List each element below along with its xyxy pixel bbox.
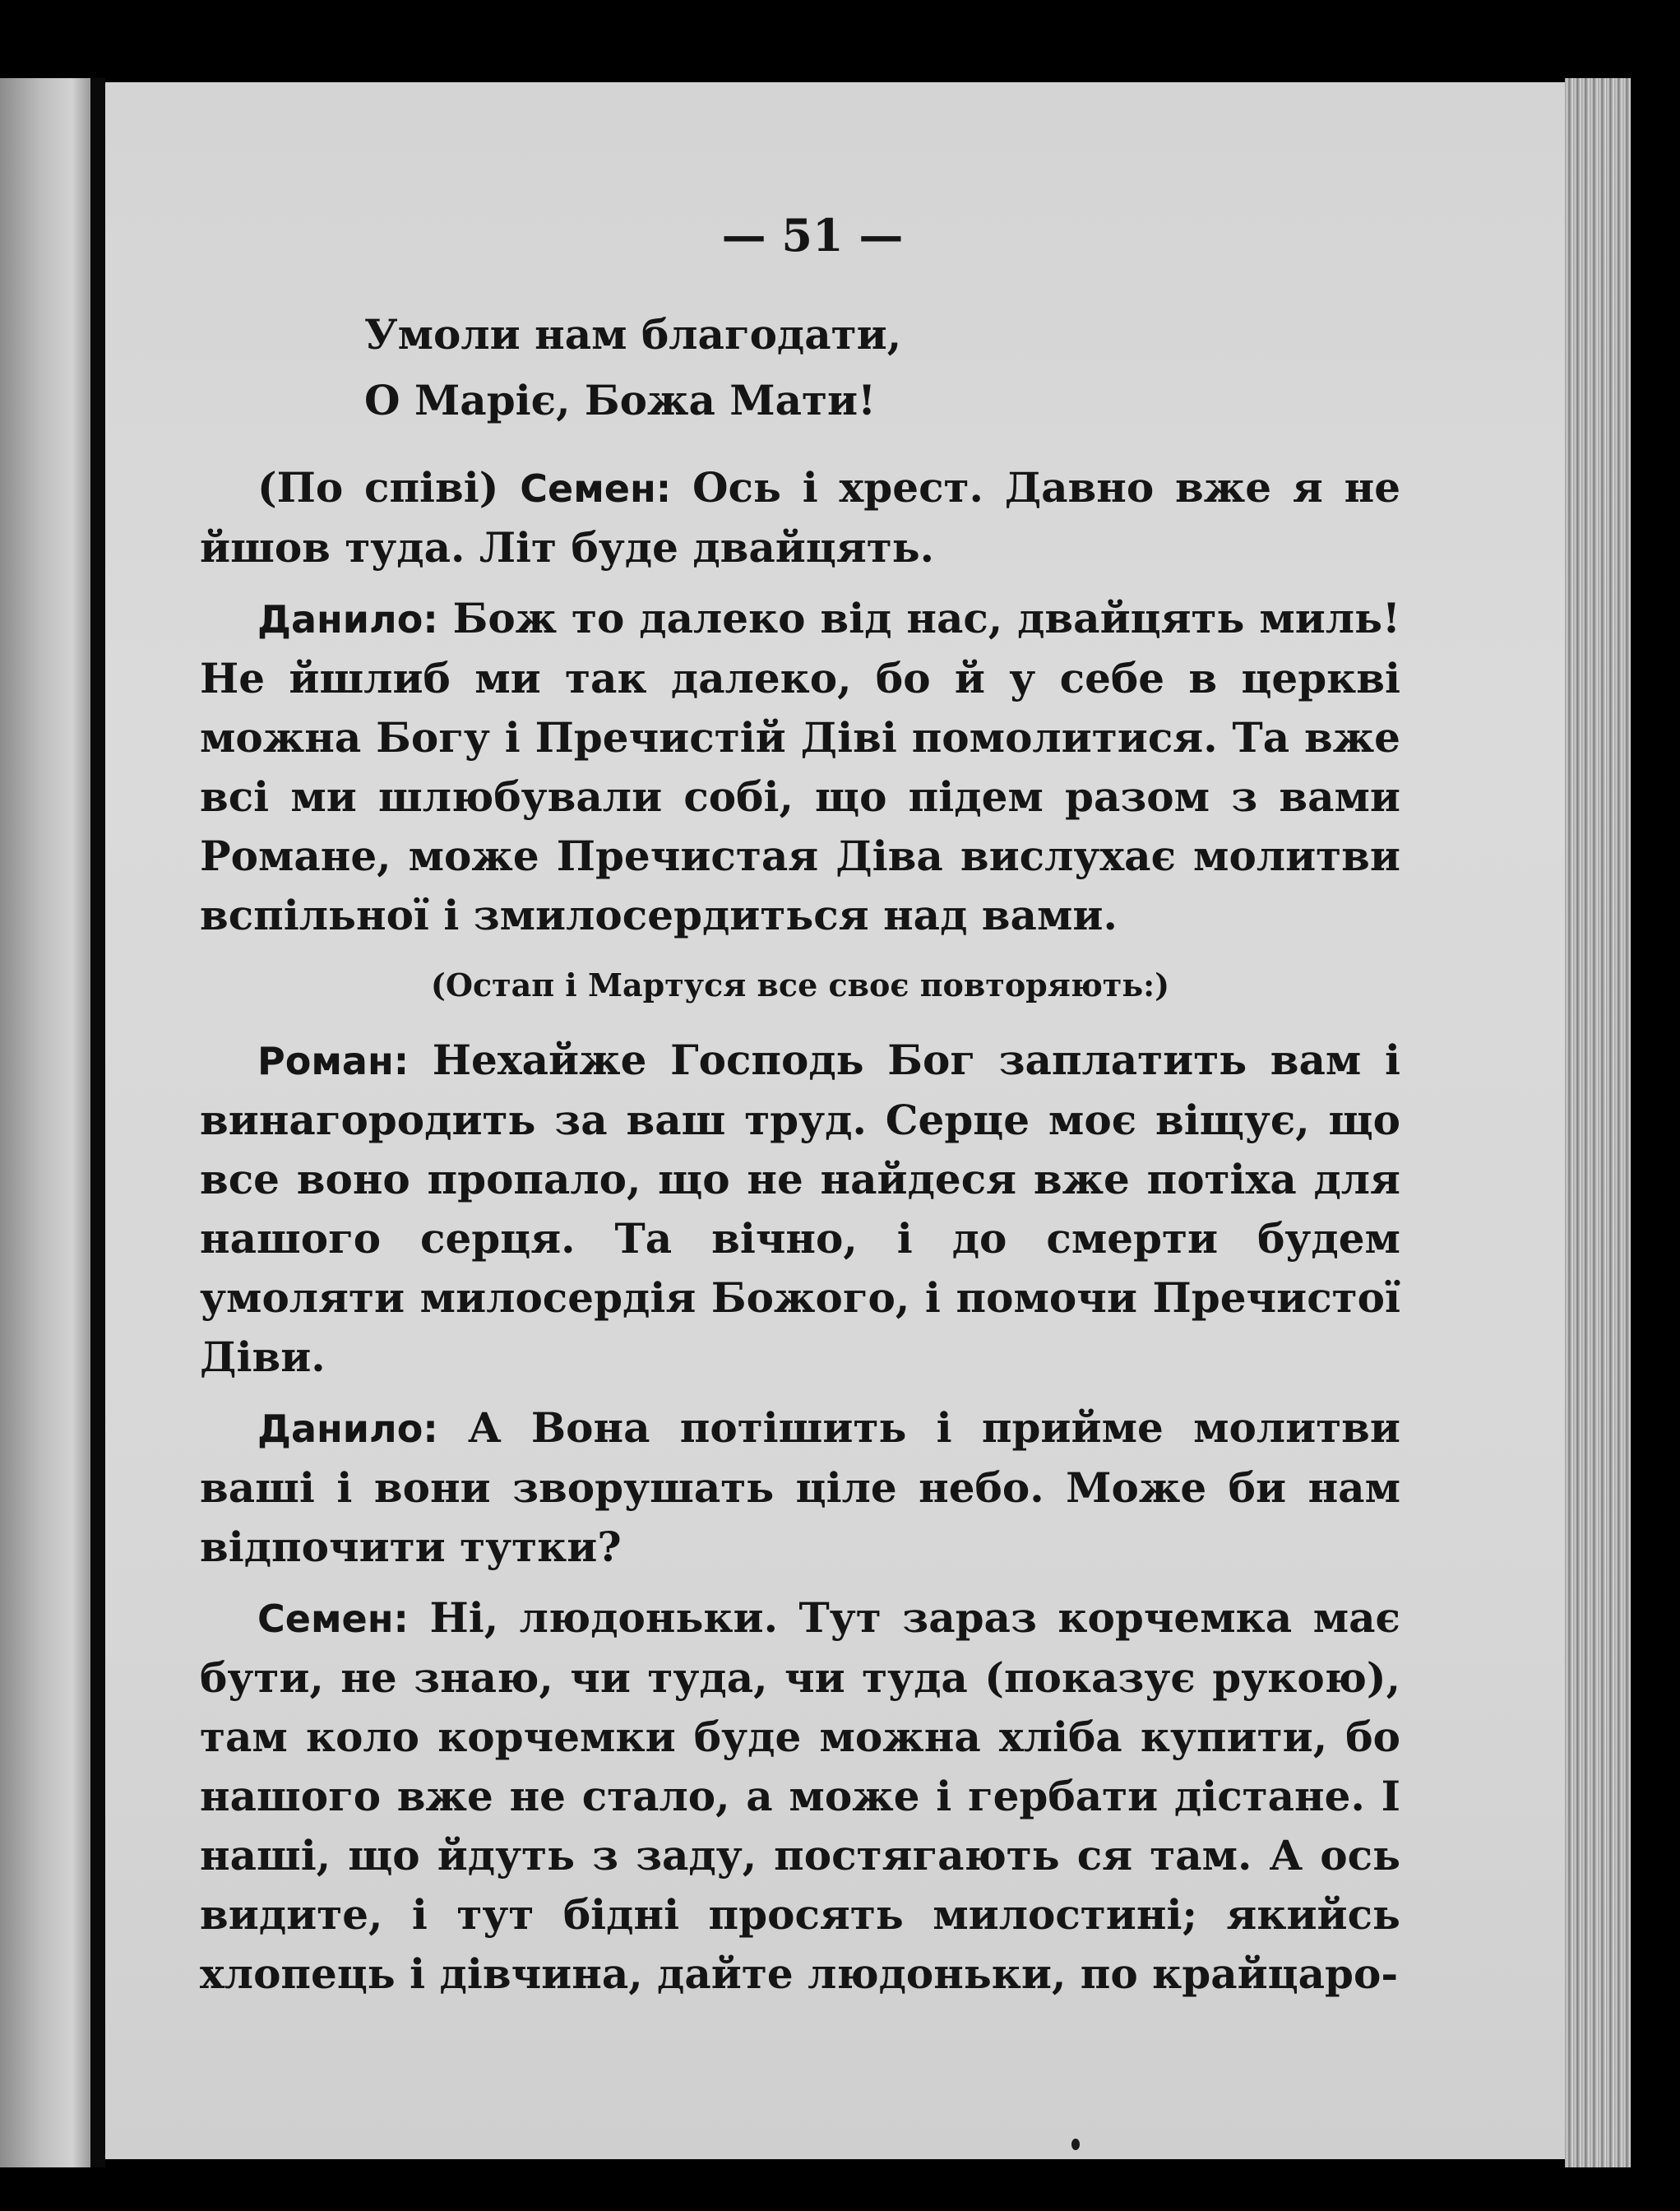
dialogue-text: Ось і хрест. Давно вже я не йшов туда. Літ буде двайцять. xyxy=(200,463,1401,572)
page-text xyxy=(200,206,1400,2015)
dialogue-paragraph xyxy=(200,458,1400,577)
speaker-name: Данило: xyxy=(257,597,438,642)
verse-line: О Маріє, Божа Мати! xyxy=(364,376,877,424)
dialogue-paragraph xyxy=(200,1398,1400,1577)
ink-speck xyxy=(1071,2139,1080,2150)
dialogue-paragraph xyxy=(200,1588,1400,2004)
page-number: — 51 — xyxy=(721,209,904,262)
speaker-name: Роман: xyxy=(257,1039,410,1083)
stage-prefix: (По співі) xyxy=(257,463,521,512)
speaker-name: Семен: xyxy=(520,466,672,511)
speaker-name: Семен: xyxy=(257,1597,409,1641)
dialogue-text: А Вона потішить і прийме молитви ваші і вони зворушать ціле небо. Може би нам відпочити тутки? xyxy=(200,1403,1400,1571)
book-gutter xyxy=(90,78,105,2167)
verse-line: Умоли нам благодати, xyxy=(364,310,902,359)
dialogue-paragraph xyxy=(200,589,1400,945)
dialogue-paragraph xyxy=(200,1031,1400,1387)
dialogue-text: Ні, людоньки. Тут зараз корчемка має бути, не знаю, чи туда, чи туда (показує рукою), там коло корчемки буде можна хліба купити, бо нашого вже не стало, а може і гербати дістане. І наші, що йдуть з заду, постягають ся там. А ось видите, і тут бідні просять милостині; якийсь хлопець і дівчина, дайте людоньки, по крайцаро- xyxy=(200,1593,1400,1998)
dialogue-text: Бож то далеко від нас, двайцять миль! Не йшлиб ми так далеко, бо й у себе в церкві можна Богу і Пречистій Діві помолитися. Та вже всі ми шлюбували собі, що підем разом з вами Романе, може Пречистая Діва вислухає молитви вспільної і змилосердиться над вами. xyxy=(200,594,1400,939)
following-pages-edge xyxy=(1565,78,1631,2167)
verse-block xyxy=(364,302,1400,433)
book-page xyxy=(105,82,1565,2159)
dialogue-text: Нехайже Господь Бог заплатить вам і винагородить за ваш труд. Серце моє віщує, що все воно пропало, що не найдеся вже потіха для нашого серця. Та вічно, і до смерти будем умоляти милосердія Божого, і помочи Пречистої Діви. xyxy=(200,1036,1400,1381)
previous-page-edge xyxy=(0,78,90,2167)
speaker-name: Данило: xyxy=(257,1407,438,1451)
stage-direction: (Остап і Мартуся все своє повторяють:) xyxy=(430,966,1170,1004)
